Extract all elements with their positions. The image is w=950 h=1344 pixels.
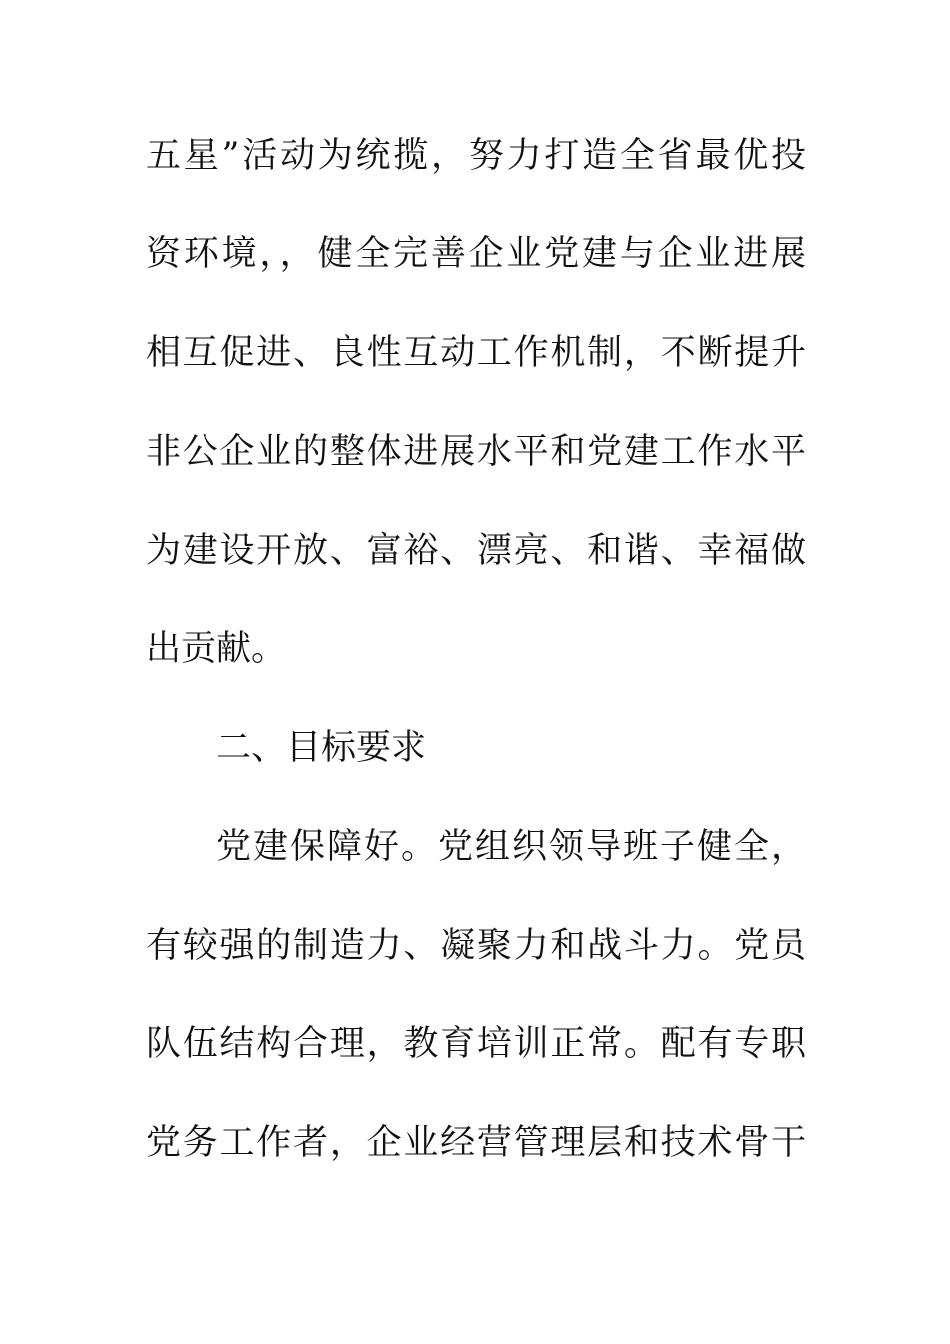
body-text-line: 资环境，，健全完善企业党建与企业进展 bbox=[146, 234, 806, 274]
paragraph-first-line: 党建保障好。党组织领导班子健全， bbox=[216, 827, 806, 867]
body-text-line: 有较强的制造力、凝聚力和战斗力。党员 bbox=[146, 926, 806, 966]
body-text-line: 党务工作者，企业经营管理层和技术骨干 bbox=[146, 1123, 806, 1163]
section-heading: 二、目标要求 bbox=[216, 728, 427, 768]
body-text-line: 五星”活动为统揽，努力打造全省最优投 bbox=[146, 136, 806, 176]
body-text-line: 出贡献。 bbox=[146, 629, 287, 669]
body-text-line: 为建设开放、富裕、漂亮、和谐、幸福做 bbox=[146, 531, 806, 571]
body-text-line: 相互促进、良性互动工作机制，不断提升 bbox=[146, 333, 806, 373]
body-text-line: 非公企业的整体进展水平和党建工作水平 bbox=[146, 432, 806, 472]
body-text-line: 队伍结构合理，教育培训正常。配有专职 bbox=[146, 1024, 806, 1064]
